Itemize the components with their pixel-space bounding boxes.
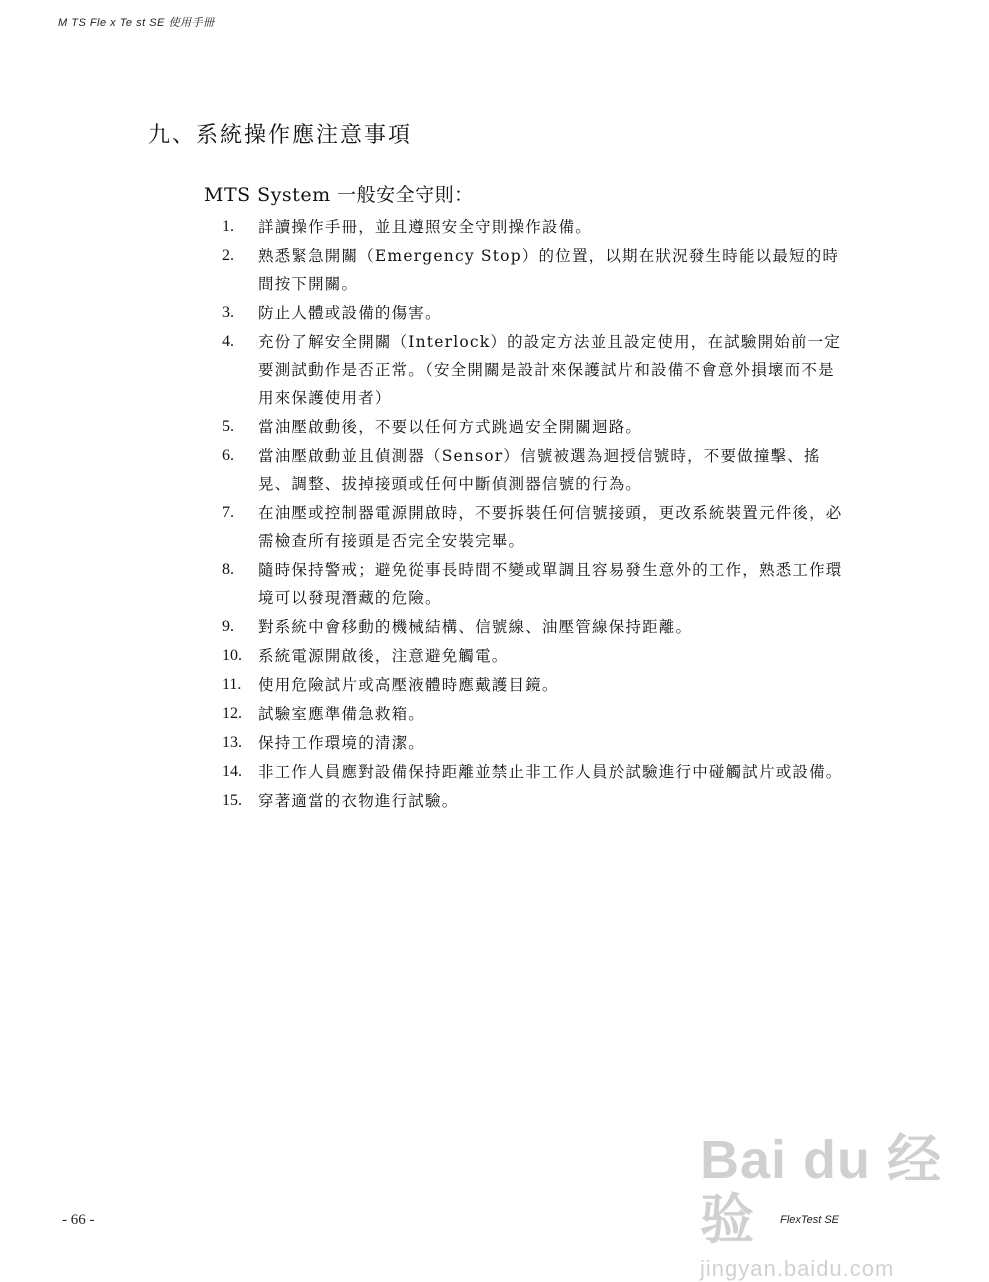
item-text: 充份了解安全開關（Interlock）的設定方法並且設定使用，在試驗開始前一定要測試動作是否正常。（安全開關是設計來保護試片和設備不會意外損壞而不是用來保護使用者） [258,333,842,407]
item-text: 熟悉緊急開關（Emergency Stop）的位置，以期在狀況發生時能以最短的時間按下開關。 [258,247,840,293]
item-text: 隨時保持警戒；避免從事長時間不變或單調且容易發生意外的工作，熟悉工作環境可以發現潛藏的危險。 [258,561,843,607]
item-number: 13. [222,734,242,751]
item-number: 14. [222,763,242,780]
item-text: 對系統中會移動的機械結構、信號線、油壓管線保持距離。 [258,618,693,636]
item-number: 10. [222,647,242,664]
running-header: M TS Fle x Te st SE 使用手冊 [58,17,215,29]
item-number: 1. [222,218,234,235]
item-number: 3. [222,304,234,321]
list-item [222,758,847,786]
item-number: 7. [222,504,234,521]
watermark-logo: Bai du 经验 [700,1130,943,1250]
list-item [222,729,847,757]
item-number: 12. [222,705,242,722]
item-text: 防止人體或設備的傷害。 [258,304,442,322]
item-text: 在油壓或控制器電源開啟時，不要拆裝任何信號接頭，更改系統裝置元件後，必需檢查所有接頭是否完全安裝完畢。 [258,504,843,550]
list-item [222,442,847,498]
list-item [222,328,847,412]
item-number: 2. [222,247,234,264]
list-item [222,556,847,612]
baidu-jingyan-watermark [700,1130,960,1281]
list-item [222,413,847,441]
item-number: 9. [222,618,234,635]
list-item [222,787,847,815]
item-text: 當油壓啟動並且偵測器（Sensor）信號被選為迴授信號時，不要做撞擊、搖晃、調整、拔掉接頭或任何中斷偵測器信號的行為。 [258,447,821,493]
list-item [222,299,847,327]
item-number: 4. [222,333,234,350]
item-text: 保持工作環境的清潔。 [258,734,426,752]
list-item [222,700,847,728]
item-text: 當油壓啟動後，不要以任何方式跳過安全開關迴路。 [258,418,643,436]
item-number: 5. [222,418,234,435]
subsection-title: MTS System 一般安全守則： [204,184,474,206]
list-item [222,213,847,241]
list-item [222,642,847,670]
list-item [222,671,847,699]
page-number: - 66 - [62,1212,95,1228]
item-text: 試驗室應準備急救箱。 [258,705,426,723]
watermark-url: jingyan.baidu.com [700,1256,895,1281]
item-number: 11. [222,676,242,693]
safety-rules-list [222,213,847,816]
item-text: 非工作人員應對設備保持距離並禁止非工作人員於試驗進行中碰觸試片或設備。 [258,763,843,781]
item-number: 6. [222,447,234,464]
list-item [222,613,847,641]
running-footer: FlexTest SE [780,1214,839,1226]
item-text: 系統電源開啟後，注意避免觸電。 [258,647,509,665]
item-text: 詳讀操作手冊，並且遵照安全守則操作設備。 [258,218,593,236]
list-item [222,499,847,555]
section-title: 九、系統操作應注意事項 [148,123,413,148]
item-number: 8. [222,561,234,578]
item-number: 15. [222,792,242,809]
item-text: 使用危險試片或高壓液體時應戴護目鏡。 [258,676,559,694]
list-item [222,242,847,298]
item-text: 穿著適當的衣物進行試驗。 [258,792,459,810]
